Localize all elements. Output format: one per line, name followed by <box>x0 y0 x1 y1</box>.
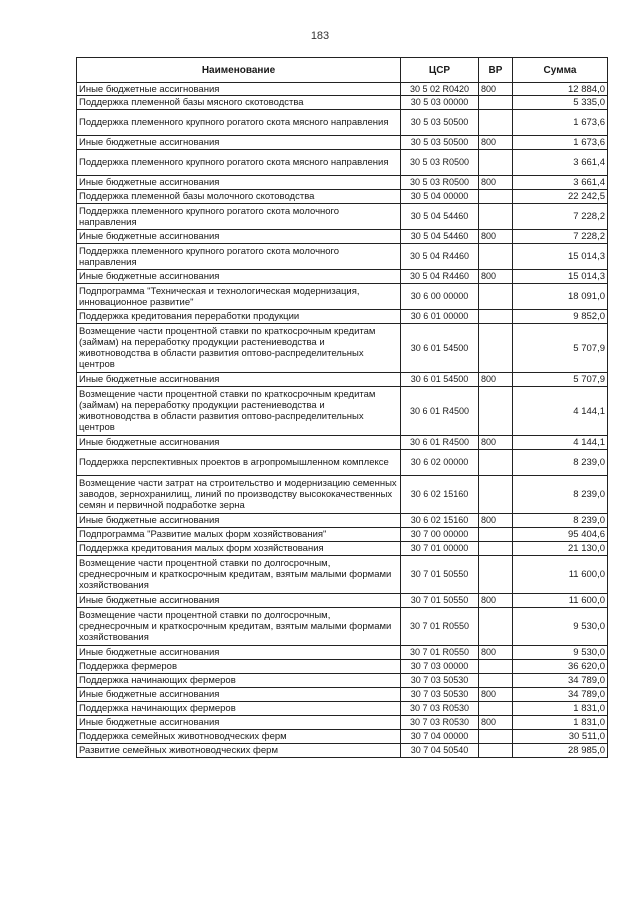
table-row <box>77 83 608 96</box>
row-vr-cell: 800 <box>479 646 513 660</box>
row-vr-cell: 800 <box>479 176 513 190</box>
row-sum-cell: 95 404,6 <box>513 528 608 542</box>
row-vr-cell <box>479 244 513 270</box>
table-row <box>77 270 608 284</box>
row-csr-cell: 30 5 02 R0420 <box>401 83 479 96</box>
table-row <box>77 476 608 514</box>
row-vr-cell: 800 <box>479 270 513 284</box>
row-vr-cell: 800 <box>479 688 513 702</box>
row-sum-cell: 5 707,9 <box>513 324 608 373</box>
row-name-cell: Иные бюджетные ассигнования <box>77 514 401 528</box>
row-csr-cell: 30 5 03 R0500 <box>401 150 479 176</box>
row-csr-cell: 30 7 01 50550 <box>401 594 479 608</box>
row-vr-cell <box>479 556 513 594</box>
table-row <box>77 190 608 204</box>
table-row <box>77 387 608 436</box>
row-name-cell: Возмещение части затрат на строительство и модернизацию семенных заводов, зернохранилищ, линий по производству высококачественных семян и первичной подработке зерна <box>77 476 401 514</box>
row-csr-cell: 30 6 01 54500 <box>401 324 479 373</box>
row-vr-cell <box>479 387 513 436</box>
table-row <box>77 730 608 744</box>
row-vr-cell <box>479 730 513 744</box>
row-sum-cell: 18 091,0 <box>513 284 608 310</box>
row-name-cell: Поддержка кредитования переработки продукции <box>77 310 401 324</box>
row-name-cell: Поддержка начинающих фермеров <box>77 674 401 688</box>
row-sum-cell: 1 673,6 <box>513 110 608 136</box>
row-vr-cell: 800 <box>479 83 513 96</box>
row-sum-cell: 9 530,0 <box>513 646 608 660</box>
row-name-cell: Поддержка перспективных проектов в агропромышленном комплексе <box>77 450 401 476</box>
row-sum-cell: 34 789,0 <box>513 674 608 688</box>
row-vr-cell <box>479 450 513 476</box>
row-name-cell: Иные бюджетные ассигнования <box>77 83 401 96</box>
row-name-cell: Возмещение части процентной ставки по краткосрочным кредитам (займам) на переработку продукции растениеводства и животноводства в области развития оптово-распределительных центров <box>77 324 401 373</box>
row-csr-cell: 30 6 01 R4500 <box>401 436 479 450</box>
table-row <box>77 674 608 688</box>
table-row <box>77 556 608 594</box>
row-vr-cell <box>479 284 513 310</box>
row-csr-cell: 30 5 04 R4460 <box>401 270 479 284</box>
table-row <box>77 450 608 476</box>
row-name-cell: Иные бюджетные ассигнования <box>77 646 401 660</box>
row-name-cell: Подпрограмма "Техническая и технологическая модернизация, инновационное развитие" <box>77 284 401 310</box>
row-csr-cell: 30 7 04 50540 <box>401 744 479 758</box>
row-csr-cell: 30 5 03 50500 <box>401 110 479 136</box>
header-sum: Сумма <box>513 58 608 83</box>
row-csr-cell: 30 6 02 15160 <box>401 476 479 514</box>
row-csr-cell: 30 5 04 00000 <box>401 190 479 204</box>
table-row <box>77 528 608 542</box>
row-csr-cell: 30 5 03 50500 <box>401 136 479 150</box>
row-csr-cell: 30 7 01 R0550 <box>401 608 479 646</box>
page-number: 183 <box>310 30 330 42</box>
row-sum-cell: 9 852,0 <box>513 310 608 324</box>
row-name-cell: Поддержка кредитования малых форм хозяйствования <box>77 542 401 556</box>
row-name-cell: Иные бюджетные ассигнования <box>77 270 401 284</box>
row-name-cell: Возмещение части процентной ставки по долгосрочным, среднесрочным и краткосрочным кредитам, взятым малыми формами хозяйствования <box>77 608 401 646</box>
row-sum-cell: 1 831,0 <box>513 702 608 716</box>
row-name-cell: Иные бюджетные ассигнования <box>77 373 401 387</box>
row-sum-cell: 8 239,0 <box>513 476 608 514</box>
row-vr-cell <box>479 744 513 758</box>
row-csr-cell: 30 6 01 00000 <box>401 310 479 324</box>
row-csr-cell: 30 7 04 00000 <box>401 730 479 744</box>
row-csr-cell: 30 7 03 50530 <box>401 688 479 702</box>
row-vr-cell: 800 <box>479 514 513 528</box>
row-sum-cell: 12 884,0 <box>513 83 608 96</box>
row-sum-cell: 22 242,5 <box>513 190 608 204</box>
row-csr-cell: 30 7 03 00000 <box>401 660 479 674</box>
row-vr-cell <box>479 110 513 136</box>
table-row <box>77 284 608 310</box>
row-name-cell: Поддержка племенного крупного рогатого скота молочного направления <box>77 244 401 270</box>
row-vr-cell <box>479 190 513 204</box>
table-row <box>77 702 608 716</box>
row-csr-cell: 30 6 00 00000 <box>401 284 479 310</box>
row-name-cell: Поддержка племенного крупного рогатого скота молочного направления <box>77 204 401 230</box>
table-row <box>77 150 608 176</box>
row-vr-cell <box>479 674 513 688</box>
row-csr-cell: 30 7 01 00000 <box>401 542 479 556</box>
row-csr-cell: 30 7 03 R0530 <box>401 702 479 716</box>
row-csr-cell: 30 5 03 R0500 <box>401 176 479 190</box>
row-vr-cell <box>479 542 513 556</box>
row-sum-cell: 4 144,1 <box>513 387 608 436</box>
row-sum-cell: 21 130,0 <box>513 542 608 556</box>
row-vr-cell <box>479 660 513 674</box>
row-csr-cell: 30 5 04 R4460 <box>401 244 479 270</box>
table-row <box>77 244 608 270</box>
row-name-cell: Иные бюджетные ассигнования <box>77 594 401 608</box>
row-vr-cell: 800 <box>479 373 513 387</box>
row-vr-cell <box>479 150 513 176</box>
table-row <box>77 373 608 387</box>
table-body <box>77 83 608 758</box>
row-sum-cell: 11 600,0 <box>513 556 608 594</box>
row-csr-cell: 30 5 04 54460 <box>401 204 479 230</box>
header-csr: ЦСР <box>401 58 479 83</box>
row-csr-cell: 30 7 03 50530 <box>401 674 479 688</box>
row-csr-cell: 30 7 00 00000 <box>401 528 479 542</box>
row-name-cell: Поддержка племенной базы мясного скотоводства <box>77 96 401 110</box>
row-name-cell: Поддержка племенного крупного рогатого скота мясного направления <box>77 150 401 176</box>
row-vr-cell <box>479 702 513 716</box>
table-row <box>77 96 608 110</box>
table-row <box>77 110 608 136</box>
row-csr-cell: 30 7 01 R0550 <box>401 646 479 660</box>
row-name-cell: Иные бюджетные ассигнования <box>77 136 401 150</box>
row-sum-cell: 5 335,0 <box>513 96 608 110</box>
table-row <box>77 744 608 758</box>
table-row <box>77 230 608 244</box>
row-name-cell: Иные бюджетные ассигнования <box>77 716 401 730</box>
row-sum-cell: 30 511,0 <box>513 730 608 744</box>
row-sum-cell: 7 228,2 <box>513 230 608 244</box>
table-row <box>77 136 608 150</box>
table-row <box>77 688 608 702</box>
row-vr-cell <box>479 324 513 373</box>
row-sum-cell: 36 620,0 <box>513 660 608 674</box>
table-header-row <box>77 58 608 83</box>
row-name-cell: Иные бюджетные ассигнования <box>77 688 401 702</box>
row-name-cell: Поддержка племенного крупного рогатого скота мясного направления <box>77 110 401 136</box>
table-row <box>77 646 608 660</box>
row-sum-cell: 34 789,0 <box>513 688 608 702</box>
row-csr-cell: 30 6 02 00000 <box>401 450 479 476</box>
row-vr-cell <box>479 96 513 110</box>
row-name-cell: Развитие семейных животноводческих ферм <box>77 744 401 758</box>
row-csr-cell: 30 6 02 15160 <box>401 514 479 528</box>
row-name-cell: Поддержка семейных животноводческих ферм <box>77 730 401 744</box>
table-row <box>77 594 608 608</box>
row-csr-cell: 30 5 03 00000 <box>401 96 479 110</box>
row-name-cell: Поддержка племенной базы молочного скотоводства <box>77 190 401 204</box>
row-sum-cell: 4 144,1 <box>513 436 608 450</box>
row-vr-cell: 800 <box>479 716 513 730</box>
row-name-cell: Возмещение части процентной ставки по краткосрочным кредитам (займам) на переработку продукции растениеводства и животноводства в области развития оптово-распределительных центров <box>77 387 401 436</box>
table-row <box>77 176 608 190</box>
row-name-cell: Иные бюджетные ассигнования <box>77 230 401 244</box>
row-sum-cell: 1 673,6 <box>513 136 608 150</box>
row-vr-cell <box>479 528 513 542</box>
row-sum-cell: 28 985,0 <box>513 744 608 758</box>
row-sum-cell: 15 014,3 <box>513 270 608 284</box>
row-csr-cell: 30 5 04 54460 <box>401 230 479 244</box>
row-name-cell: Поддержка начинающих фермеров <box>77 702 401 716</box>
row-sum-cell: 8 239,0 <box>513 514 608 528</box>
table-row <box>77 310 608 324</box>
header-name: Наименование <box>77 58 401 83</box>
row-vr-cell <box>479 310 513 324</box>
row-csr-cell: 30 6 01 54500 <box>401 373 479 387</box>
table-row <box>77 660 608 674</box>
row-sum-cell: 3 661,4 <box>513 150 608 176</box>
row-sum-cell: 9 530,0 <box>513 608 608 646</box>
table-row <box>77 324 608 373</box>
row-vr-cell: 800 <box>479 436 513 450</box>
row-sum-cell: 11 600,0 <box>513 594 608 608</box>
row-csr-cell: 30 6 01 R4500 <box>401 387 479 436</box>
row-name-cell: Возмещение части процентной ставки по долгосрочным, среднесрочным и краткосрочным кредитам, взятым малыми формами хозяйствования <box>77 556 401 594</box>
row-sum-cell: 15 014,3 <box>513 244 608 270</box>
row-vr-cell <box>479 204 513 230</box>
header-vr: ВР <box>479 58 513 83</box>
row-name-cell: Иные бюджетные ассигнования <box>77 176 401 190</box>
row-csr-cell: 30 7 03 R0530 <box>401 716 479 730</box>
row-sum-cell: 7 228,2 <box>513 204 608 230</box>
row-vr-cell: 800 <box>479 230 513 244</box>
table-row <box>77 436 608 450</box>
row-sum-cell: 8 239,0 <box>513 450 608 476</box>
row-name-cell: Иные бюджетные ассигнования <box>77 436 401 450</box>
row-sum-cell: 5 707,9 <box>513 373 608 387</box>
row-vr-cell: 800 <box>479 594 513 608</box>
row-name-cell: Подпрограмма "Развитие малых форм хозяйствования" <box>77 528 401 542</box>
row-vr-cell <box>479 476 513 514</box>
row-name-cell: Поддержка фермеров <box>77 660 401 674</box>
row-vr-cell: 800 <box>479 136 513 150</box>
row-vr-cell <box>479 608 513 646</box>
row-sum-cell: 3 661,4 <box>513 176 608 190</box>
table-row <box>77 204 608 230</box>
table-row <box>77 716 608 730</box>
row-sum-cell: 1 831,0 <box>513 716 608 730</box>
row-csr-cell: 30 7 01 50550 <box>401 556 479 594</box>
table-row <box>77 514 608 528</box>
table-row <box>77 542 608 556</box>
table-row <box>77 608 608 646</box>
budget-table <box>76 57 608 758</box>
